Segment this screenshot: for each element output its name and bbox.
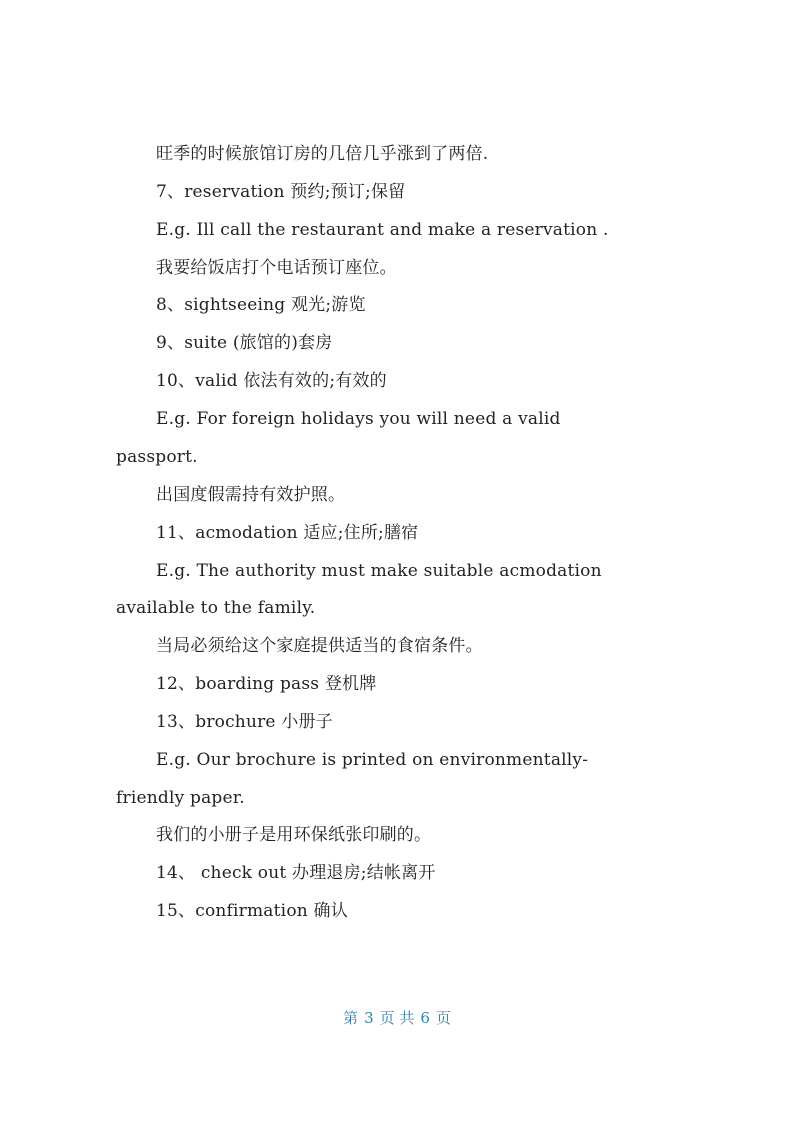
footer-page-number: 3 — [364, 1009, 374, 1027]
vocab-entry-11: 11、acmodation 适应;住所;膳宿 — [156, 523, 419, 543]
example-sentence-continued: passport. — [116, 447, 198, 467]
example-sentence: E.g. Ill call the restaurant and make a reservation . — [156, 220, 609, 240]
vocab-entry-7: 7、reservation 预约;预订;保留 — [156, 182, 406, 202]
translation-line: 出国度假需持有效护照。 — [156, 485, 346, 505]
example-sentence: E.g. The authority must make suitable acmodation — [156, 561, 602, 581]
example-sentence: E.g. Our brochure is printed on environmentally- — [156, 750, 589, 770]
vocab-entry-13: 13、brochure 小册子 — [156, 712, 333, 732]
footer-middle: 页 共 — [379, 1009, 415, 1027]
example-sentence: E.g. For foreign holidays you will need a valid — [156, 409, 561, 429]
example-sentence-continued: friendly paper. — [116, 788, 245, 808]
translation-line: 我要给饭店打个电话预订座位。 — [156, 258, 397, 278]
vocab-entry-9: 9、suite (旅馆的)套房 — [156, 333, 333, 353]
vocab-entry-10: 10、valid 依法有效的;有效的 — [156, 371, 387, 391]
translation-line: 当局必须给这个家庭提供适当的食宿条件。 — [156, 636, 483, 656]
vocab-entry-15: 15、confirmation 确认 — [156, 901, 348, 921]
vocab-entry-8: 8、sightseeing 观光;游览 — [156, 295, 366, 315]
text-line-1: 旺季的时候旅馆订房的几倍几乎涨到了两倍. — [156, 144, 489, 164]
vocab-entry-12: 12、boarding pass 登机牌 — [156, 674, 377, 694]
footer-suffix: 页 — [435, 1009, 451, 1027]
translation-line: 我们的小册子是用环保纸张印刷的。 — [156, 825, 432, 845]
footer-prefix: 第 — [343, 1009, 359, 1027]
page-footer — [0, 1008, 794, 1028]
example-sentence-continued: available to the family. — [116, 598, 316, 618]
vocab-entry-14: 14、 check out 办理退房;结帐离开 — [156, 863, 436, 883]
footer-total-pages: 6 — [420, 1009, 430, 1027]
